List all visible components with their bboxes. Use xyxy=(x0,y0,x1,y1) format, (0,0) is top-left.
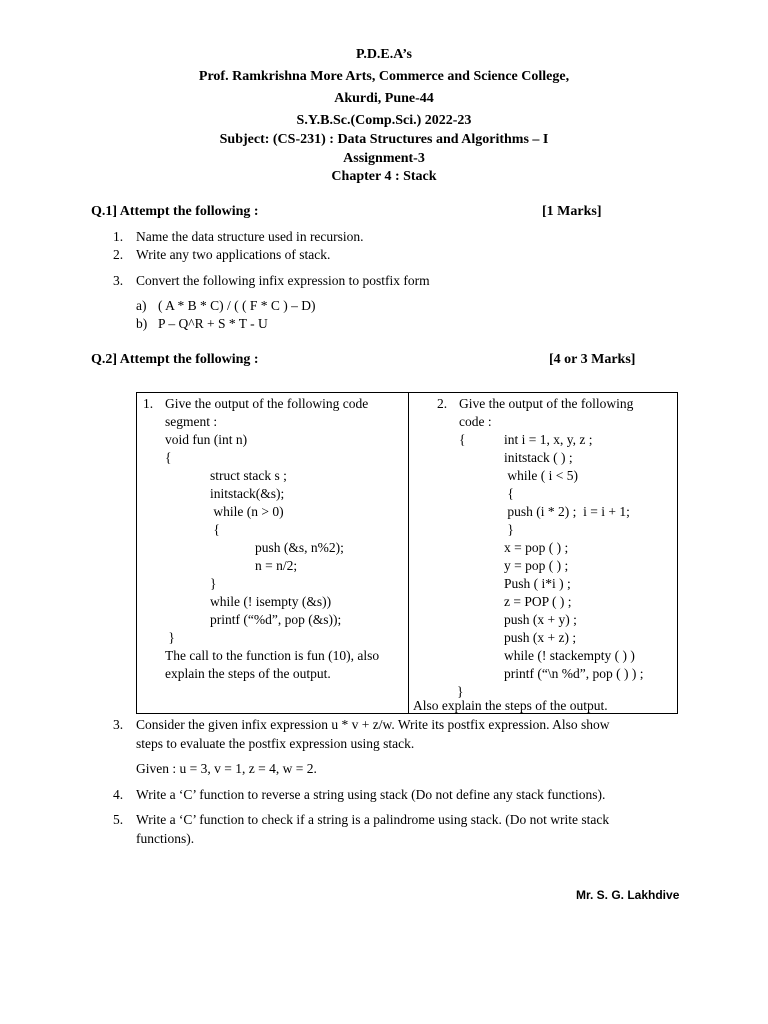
q2-title: Q.2] Attempt the following : xyxy=(91,352,259,367)
q1-item-2-text: Write any two applications of stack. xyxy=(136,247,331,262)
left-cell-line: { xyxy=(210,522,220,537)
q1-item-3-num: 3. xyxy=(113,273,124,288)
q1-title: Q.1] Attempt the following : xyxy=(91,204,259,219)
right-cell-line: } xyxy=(457,684,464,699)
q2-item-3-line2: steps to evaluate the postfix expression using stack. xyxy=(136,736,415,751)
right-cell-line: push (x + z) ; xyxy=(504,630,577,645)
right-cell-line: while ( i < 5) xyxy=(504,468,578,483)
q2-item-4-line1: Write a ‘C’ function to reverse a string using stack (Do not define any stack functions). xyxy=(136,787,606,802)
q2-item-3-line1: Consider the given infix expression u * v + z/w. Write its postfix expression. Also show xyxy=(136,717,610,732)
q2-item-5-line2: functions). xyxy=(136,831,195,846)
left-cell-line: while (! isempty (&s)) xyxy=(210,594,332,609)
q2-marks: [4 or 3 Marks] xyxy=(549,352,636,367)
q1-subitem-b-text: P – Q^R + S * T - U xyxy=(158,316,268,331)
q2-item-3-num: 3. xyxy=(113,717,124,732)
q1-subitem-a-label: a) xyxy=(136,298,147,313)
header-college: Prof. Ramkrishna More Arts, Commerce and Science College, xyxy=(198,69,570,84)
left-cell-line: push (&s, n%2); xyxy=(255,540,344,555)
left-cell-num: 1. xyxy=(143,396,154,411)
header-location: Akurdi, Pune-44 xyxy=(334,91,434,106)
right-cell-line: { xyxy=(459,432,466,447)
right-cell-line: Push ( i*i ) ; xyxy=(504,576,571,591)
q1-subitem-a-text: ( A * B * C) / ( ( F * C ) – D) xyxy=(158,298,316,313)
left-cell-line: Give the output of the following code xyxy=(165,396,369,411)
right-cell-line: { xyxy=(504,486,514,501)
q1-item-1-num: 1. xyxy=(113,229,124,244)
right-cell-line: push (i * 2) ; i = i + 1; xyxy=(504,504,630,519)
right-cell-num: 2. xyxy=(437,396,448,411)
left-cell-line: segment : xyxy=(165,414,218,429)
right-cell-line: Give the output of the following xyxy=(459,396,634,411)
right-cell-line: initstack ( ) ; xyxy=(504,450,573,465)
q2-item-3-line3: Given : u = 3, v = 1, z = 4, w = 2. xyxy=(136,761,317,776)
right-cell-line: push (x + y) ; xyxy=(504,612,577,627)
right-cell-line: x = pop ( ) ; xyxy=(504,540,569,555)
code-question-table xyxy=(136,392,678,714)
signature: Mr. S. G. Lakhdive xyxy=(576,888,680,902)
left-cell-line: printf (“%d”, pop (&s)); xyxy=(210,612,342,627)
left-cell-line: initstack(&s); xyxy=(210,486,285,501)
q1-item-2-num: 2. xyxy=(113,247,124,262)
q1-item-3-text: Convert the following infix expression to postfix form xyxy=(136,273,430,288)
right-cell-line: int i = 1, x, y, z ; xyxy=(504,432,593,447)
right-cell-line: y = pop ( ) ; xyxy=(504,558,569,573)
right-cell-line: z = POP ( ) ; xyxy=(504,594,572,609)
right-cell-line: while (! stackempty ( ) ) xyxy=(504,648,635,663)
left-cell-line: } xyxy=(165,630,175,645)
right-cell-line: Also explain the steps of the output. xyxy=(413,698,608,713)
right-cell-line: printf (“\n %d”, pop ( ) ) ; xyxy=(504,666,644,681)
right-cell-line: } xyxy=(504,522,514,537)
q2-item-5-line1: Write a ‘C’ function to check if a string is a palindrome using stack. (Do not write stack xyxy=(136,812,610,827)
header-subject: Subject: (CS-231) : Data Structures and Algorithms – I xyxy=(219,132,549,147)
q2-item-4-num: 4. xyxy=(113,787,124,802)
right-cell-line: code : xyxy=(459,414,492,429)
header-class: S.Y.B.Sc.(Comp.Sci.) 2022-23 xyxy=(296,113,472,128)
q2-item-5-num: 5. xyxy=(113,812,124,827)
q1-marks: [1 Marks] xyxy=(542,204,602,219)
left-cell-line: while (n > 0) xyxy=(210,504,284,519)
left-cell-line: } xyxy=(210,576,217,591)
left-cell-line: The call to the function is fun (10), also xyxy=(165,648,380,663)
q1-item-1-text: Name the data structure used in recursion. xyxy=(136,229,364,244)
left-cell-line: void fun (int n) xyxy=(165,432,248,447)
left-cell-line: { xyxy=(165,450,172,465)
header-chapter: Chapter 4 : Stack xyxy=(331,169,437,184)
left-cell-line: struct stack s ; xyxy=(210,468,287,483)
left-cell-line: explain the steps of the output. xyxy=(165,666,331,681)
table-divider xyxy=(408,393,409,713)
q1-subitem-b-label: b) xyxy=(136,316,148,331)
header-assignment: Assignment-3 xyxy=(343,151,425,166)
left-cell-line: n = n/2; xyxy=(255,558,298,573)
header-org: P.D.E.A’s xyxy=(356,47,412,62)
